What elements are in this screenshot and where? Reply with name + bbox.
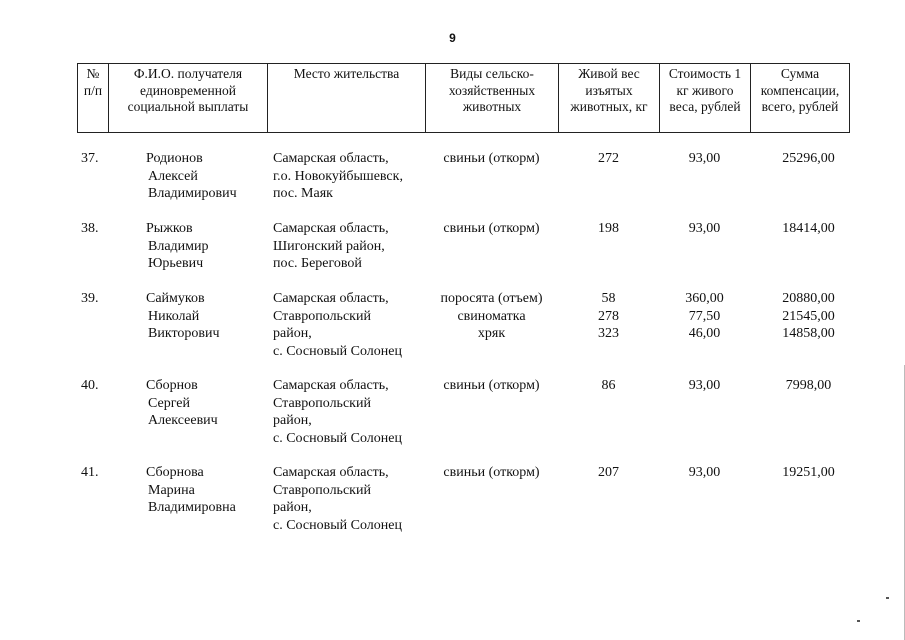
recipient-name-line: Алексей xyxy=(148,168,198,184)
cell-price-per-kg xyxy=(659,290,750,377)
residence-line: Самарская область, xyxy=(273,151,389,166)
compensation-sum-line: 25296,00 xyxy=(782,151,835,166)
recipient-name-line: Владимир xyxy=(148,238,209,254)
cell-row-number: 41. xyxy=(81,465,99,480)
table-row xyxy=(77,220,849,290)
recipient-name-line: Рыжков xyxy=(146,221,193,236)
recipient-name-line: Сергей xyxy=(148,395,190,411)
cell-row-number: 38. xyxy=(81,221,99,236)
cell-row-number: 37. xyxy=(81,151,99,166)
cell-compensation-sum xyxy=(750,377,849,464)
cell-price-per-kg xyxy=(659,464,750,551)
scan-mark xyxy=(886,597,889,599)
cell-animal-type xyxy=(425,464,558,551)
animal-type-line: свиноматка xyxy=(457,308,526,324)
table-row xyxy=(77,290,849,377)
residence-line: Ставропольский xyxy=(273,482,371,498)
cell-recipient-name xyxy=(108,377,267,464)
residence-line: Самарская область, xyxy=(273,465,389,480)
cell-price-per-kg xyxy=(659,377,750,464)
cell-residence xyxy=(267,464,425,551)
residence-line: район, xyxy=(273,500,312,515)
recipient-name-line: Марина xyxy=(148,482,195,498)
table-row xyxy=(77,464,849,551)
price-per-kg-line: 93,00 xyxy=(688,221,721,236)
cell-recipient-name xyxy=(108,290,267,377)
cell-live-weight xyxy=(558,290,659,377)
header-compensation-sum: Сумма компенсации, всего, рублей xyxy=(751,64,850,133)
residence-line: с. Сосновый Солонец xyxy=(273,343,402,359)
cell-residence xyxy=(267,377,425,464)
animal-type-line: свиньи (откорм) xyxy=(443,221,540,236)
recipient-name-line: Алексеевич xyxy=(148,413,218,428)
cell-live-weight xyxy=(558,464,659,551)
live-weight-line: 278 xyxy=(598,308,619,324)
cell-animal-type xyxy=(425,220,558,290)
header-residence: Место жительства xyxy=(268,64,426,133)
animal-type-line: свиньи (откорм) xyxy=(443,378,540,393)
compensation-sum-line: 20880,00 xyxy=(782,291,835,306)
compensation-sum-line: 14858,00 xyxy=(782,326,835,341)
cell-price-per-kg xyxy=(659,220,750,290)
residence-line: Самарская область, xyxy=(273,291,389,306)
residence-line: Самарская область, xyxy=(273,221,389,236)
residence-line: с. Сосновый Солонец xyxy=(273,517,402,533)
residence-line: г.о. Новокуйбышевск, xyxy=(273,168,403,184)
cell-compensation-sum xyxy=(750,464,849,551)
scan-mark xyxy=(857,620,860,622)
cell-animal-type xyxy=(425,150,558,220)
residence-line: пос. Маяк xyxy=(273,186,333,201)
recipient-name-line: Родионов xyxy=(146,151,203,166)
cell-live-weight xyxy=(558,220,659,290)
compensation-sum-line: 19251,00 xyxy=(782,465,835,480)
price-per-kg-line: 93,00 xyxy=(688,378,721,393)
cell-compensation-sum xyxy=(750,150,849,220)
header-recipient-name: Ф.И.О. получателя единовременной социальной выплаты xyxy=(109,64,268,133)
animal-type-line: свиньи (откорм) xyxy=(443,465,540,480)
cell-recipient-name xyxy=(108,220,267,290)
price-per-kg-line: 93,00 xyxy=(688,465,721,480)
cell-animal-type xyxy=(425,377,558,464)
residence-line: район, xyxy=(273,326,312,341)
residence-line: Ставропольский xyxy=(273,308,371,324)
residence-line: Самарская область, xyxy=(273,378,389,393)
residence-line: Шигонский район, xyxy=(273,238,385,254)
animal-type-line: хряк xyxy=(477,326,506,341)
recipient-name-line: Сборнова xyxy=(146,465,204,480)
price-per-kg-line: 46,00 xyxy=(688,326,721,341)
header-live-weight: Живой вес изъятых животных, кг xyxy=(559,64,660,133)
cell-residence xyxy=(267,220,425,290)
live-weight-line: 207 xyxy=(598,465,619,480)
price-per-kg-line: 77,50 xyxy=(688,308,721,324)
header-number: № п/п xyxy=(78,64,109,133)
cell-price-per-kg xyxy=(659,150,750,220)
header-price-per-kg: Стоимость 1 кг живого веса, рублей xyxy=(660,64,751,133)
cell-live-weight xyxy=(558,377,659,464)
live-weight-line: 198 xyxy=(598,221,619,236)
live-weight-line: 86 xyxy=(601,378,616,393)
animal-type-line: поросята (отъем) xyxy=(440,291,543,306)
cell-animal-type xyxy=(425,290,558,377)
cell-residence xyxy=(267,290,425,377)
cell-recipient-name xyxy=(108,464,267,551)
recipient-name-line: Сборнов xyxy=(146,378,198,393)
residence-line: пос. Береговой xyxy=(273,256,362,271)
table-row xyxy=(77,377,849,464)
live-weight-line: 58 xyxy=(601,291,616,306)
live-weight-line: 272 xyxy=(598,151,619,166)
recipient-name-line: Владимировна xyxy=(148,500,236,515)
recipient-name-line: Юрьевич xyxy=(148,256,204,271)
live-weight-line: 323 xyxy=(598,326,619,341)
cell-compensation-sum xyxy=(750,220,849,290)
price-per-kg-line: 360,00 xyxy=(685,291,724,306)
recipient-name-line: Николай xyxy=(148,308,200,324)
table-row xyxy=(77,150,849,220)
compensation-sum-line: 21545,00 xyxy=(782,308,835,324)
cell-live-weight xyxy=(558,150,659,220)
residence-line: Ставропольский xyxy=(273,395,371,411)
table-body xyxy=(77,150,849,551)
animal-type-line: свиньи (откорм) xyxy=(443,151,540,166)
recipient-name-line: Владимирович xyxy=(148,186,237,201)
cell-row-number: 39. xyxy=(81,291,99,306)
cell-residence xyxy=(267,150,425,220)
residence-line: с. Сосновый Солонец xyxy=(273,430,402,446)
price-per-kg-line: 93,00 xyxy=(688,151,721,166)
compensation-sum-line: 7998,00 xyxy=(785,378,832,393)
cell-recipient-name xyxy=(108,150,267,220)
residence-line: район, xyxy=(273,413,312,428)
recipient-name-line: Викторович xyxy=(148,326,220,341)
compensation-sum-line: 18414,00 xyxy=(782,221,835,236)
header-animal-types: Виды сельско-хозяйственных животных xyxy=(426,64,559,133)
page-number: 9 xyxy=(449,31,456,45)
cell-row-number: 40. xyxy=(81,378,99,393)
recipient-name-line: Саймуков xyxy=(146,291,205,306)
table-header xyxy=(77,63,850,133)
cell-compensation-sum xyxy=(750,290,849,377)
